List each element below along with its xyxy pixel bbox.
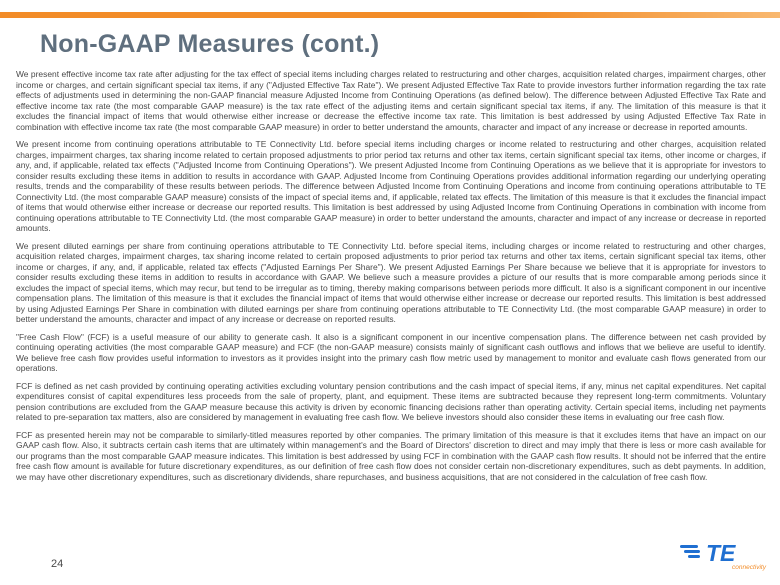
page-number: 24 (51, 558, 64, 570)
top-accent-bar (0, 12, 780, 18)
te-logo-mark: TE (706, 540, 736, 564)
paragraph-free-cash-flow: "Free Cash Flow" (FCF) is a useful measure of our ability to generate cash. It also is a significant component in our incentive compensation plans. The difference between net cash provided by continuing operating activities (the most comparable GAAP measure) and FCF (the non-GAAP measure) consists mainly of significant cash outflows and inflows that we believe are useful to identify. We believe free cash flow provides useful information to investors as it provides insight into the primary cash flow metric used by management to monitor and evaluate cash flows generated from our operations. (16, 331, 766, 373)
body-text (16, 69, 766, 489)
paragraph-adjusted-effective-tax-rate: We present effective income tax rate after adjusting for the tax effect of special items including charges related to restructuring and other charges, acquisition related charges, impairment charges, other income or charges, and certain significant special tax items, if any ("Adjusted Effective Tax Rate"). We present Adjusted Effective Tax Rate to provide investors further information regarding the tax rate effects of adjustments used in determining the non-GAAP financial measure Adjusted Income from Continuing Operations (as defined below). The difference between Adjusted Effective Tax Rate and effective income tax rate (the most comparable GAAP measure) is the tax rate effect of the adjusting items and certain significant special tax items, if any. The limitation of this measure is that it excludes the financial impact of items that would otherwise either increase or decrease the effective income tax rate. This limitation is best addressed by using Adjusted Effective Tax Rate in combination with effective income tax rate (the most comparable GAAP measure) in order to better understand the amounts, character and impact of any increase or decrease in reported amounts. (16, 69, 766, 132)
paragraph-fcf-definition: FCF is defined as net cash provided by continuing operating activities excluding voluntary pension contributions and the cash impact of special items, if any, minus net capital expenditures. Net capital expenditures consist of capital expenditures less proceeds from the sale of property, plant, and equipment. These items are subtracted because they represent long-term commitments. Voluntary pension contributions are excluded from the GAAP measure because this activity is driven by economic financing decisions rather than operating activity. Certain special items, including net payments related to pre-separation tax matters, also are considered by management in evaluating free cash flow. We believe investors should also consider these items in evaluating our free cash flow. (16, 380, 766, 422)
te-connectivity-logo (678, 540, 768, 574)
paragraph-fcf-limitations: FCF as presented herein may not be comparable to similarly-titled measures reported by other companies. The primary limitation of this measure is that it excludes items that have an impact on our GAAP cash flow. Also, it subtracts certain cash items that are ultimately within management's and the Board of Directors' discretion to direct and may imply that there is less or more cash available for our programs than the most comparable GAAP measure indicates. This limitation is best addressed by using FCF in combination with the GAAP cash flow results. It should not be inferred that the entire free cash flow amount is available for future discretionary expenditures, as our definition of free cash flow does not consider certain non-discretionary expenditures, such as debt payments. In addition, we may have other discretionary expenditures, such as discretionary dividends, share repurchases, and business acquisitions, that are not considered in the calculation of free cash flow. (16, 429, 766, 482)
te-logo-tagline: connectivity (732, 564, 766, 571)
te-logo-icon (678, 540, 768, 564)
page-title: Non-GAAP Measures (cont.) (40, 30, 380, 58)
paragraph-adjusted-income: We present income from continuing operations attributable to TE Connectivity Ltd. before special items including charges or income related to restructuring and other charges, acquisition related charges, impairment charges, tax sharing income related to certain proposed adjustments to prior period tax returns and other tax items, certain significant special tax items, other income or charges, if any, and, if applicable, related tax effects ("Adjusted Income from Continuing Operations"). We present Adjusted Income from Continuing Operations as we believe that it is appropriate for investors to consider results excluding these items in addition to results in accordance with GAAP. Adjusted Income from Continuing Operations provides additional information regarding our underlying operating results, trends and the comparability of these results between periods. The difference between Adjusted Income from Continuing Operations and income from continuing operations attributable to TE Connectivity Ltd. (the most comparable GAAP measure) consists of the impact of special items and, if applicable, related tax effects. The limitation of this measure is that it excludes the financial impact of items that would otherwise either increase or decrease our reported results. This limitation is best addressed by using Adjusted Income from Continuing Operations in combination with income from continuing operations attributable to TE Connectivity Ltd. (the most comparable GAAP measure) in order to better understand the amounts, character and impact of any increase or decrease in reported amounts. (16, 139, 766, 233)
paragraph-adjusted-eps: We present diluted earnings per share from continuing operations attributable to TE Connectivity Ltd. before special items, including charges or income related to restructuring and other charges, acquisition related charges, impairment charges, tax sharing income related to certain proposed adjustments to prior period tax returns and other tax items, certain significant special tax items, other income or charges, if any, and, if applicable, related tax effects ("Adjusted Earnings Per Share"). We present Adjusted Earnings Per Share because we believe that it is appropriate for investors to consider results excluding these items in addition to results in accordance with GAAP. We believe such a measure provides a picture of our results that is more comparable among periods since it excludes the impact of special items, which may recur, but tend to be irregular as to timing, thereby making comparisons between periods more difficult. It also is a significant component in our incentive compensation plans. The limitation of this measure is that it excludes the financial impact of items that would otherwise either increase or decrease our reported results. This limitation is best addressed by using Adjusted Earnings Per Share in combination with diluted earnings per share from continuing operations attributable to TE Connectivity Ltd. (the most comparable GAAP measure) in order to better understand the amounts, character and impact of any increase or decrease on reported results. (16, 240, 766, 324)
